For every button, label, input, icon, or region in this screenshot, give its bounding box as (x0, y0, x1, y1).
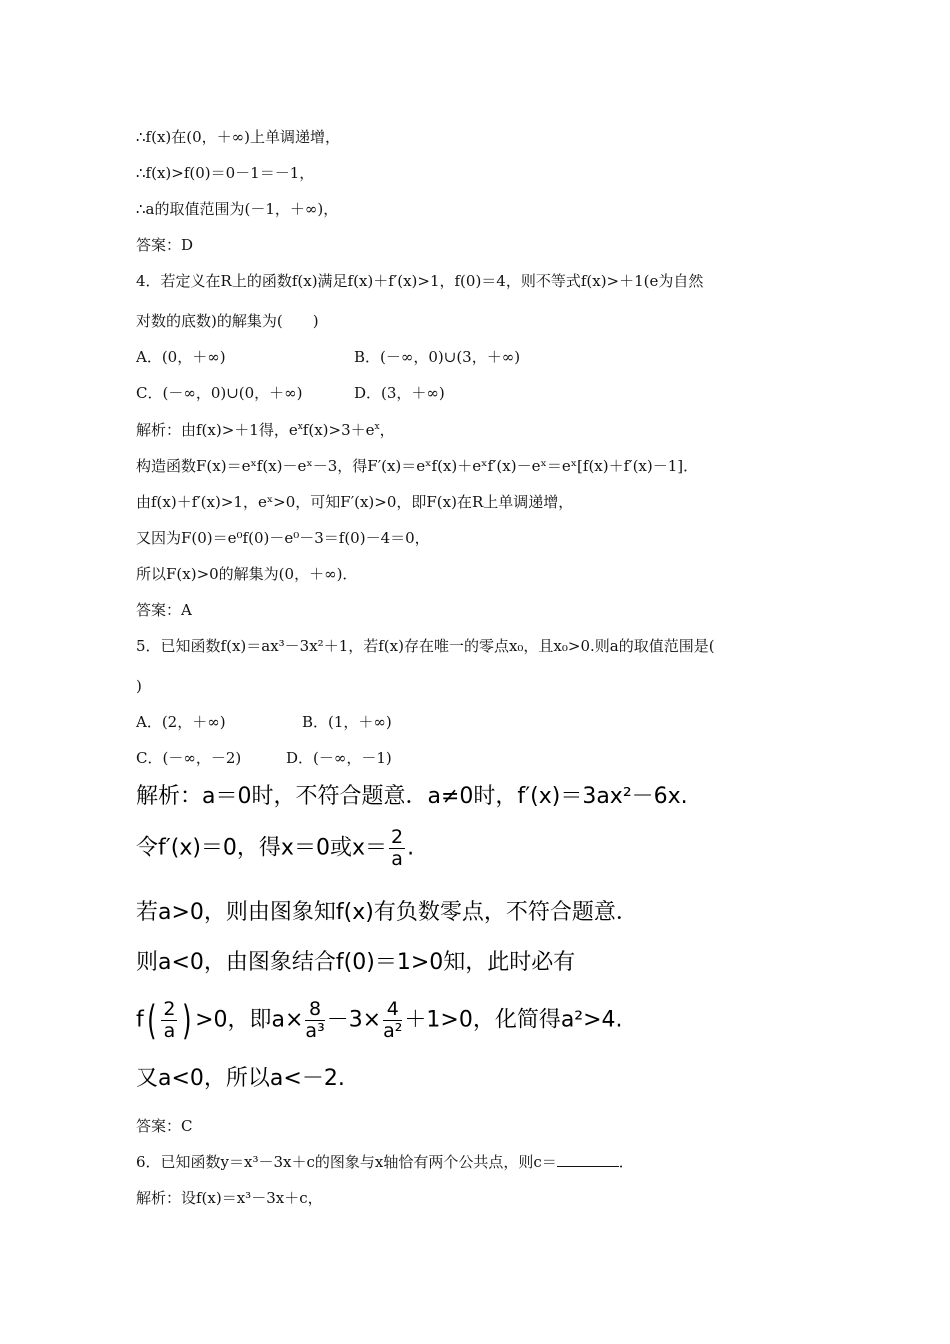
fraction: $\frac{2}{a}$ (163, 998, 176, 1042)
question-5-line-1: 5．已知函数f(x)＝ax³－3x²＋1，若f(x)存在唯一的零点x₀，且x₀>0.则a的取值范围是( (136, 637, 715, 655)
answer-blank (557, 1152, 619, 1167)
text-line: ∴f(x)在(0，＋∞)上单调递增， (136, 128, 341, 146)
text-line: ∴a的取值范围为(－1，＋∞)， (136, 200, 339, 218)
option-b: B．(1，＋∞) (302, 713, 392, 731)
question-6-line: 6．已知函数y＝x³－3x＋c的图象与x轴恰有两个公共点，则c＝ ． (136, 1153, 634, 1171)
solution-image-row: 又a<0，所以a<－2. (136, 1066, 345, 1091)
answer-line: 答案：C (136, 1117, 193, 1135)
solution-line: 解析：由f(x)>＋1得，$e^xf(x)>3+e^x$， (136, 421, 395, 439)
solution-line: 所以F(x)>0的解集为(0，＋∞)． (136, 565, 358, 583)
question-5-line-2: ) (136, 677, 142, 695)
option-d: D．(－∞，－1) (286, 749, 392, 767)
solution-image-row: 解析：a＝0时，不符合题意．a≠0时，f′(x)＝3ax²－6x. (136, 784, 688, 809)
fraction: $\frac{2}{a}$ (390, 826, 404, 870)
solution-image-row: 令f′(x)＝0，得x＝0或x＝ $\frac{2}{a}$ . (136, 826, 415, 870)
fraction: $\frac{4}{\text{a²}}$ (383, 998, 403, 1042)
option-a: A．(2，＋∞) (136, 713, 226, 731)
option-c: C．(－∞，0)∪(0，＋∞) (136, 384, 303, 402)
text-line: ∴f(x)>f(0)＝0－1＝－1， (136, 164, 315, 182)
option-b: B．(－∞，0)∪(3，＋∞) (354, 348, 521, 366)
solution-line: 解析：设f(x)＝x³－3x＋c， (136, 1189, 323, 1207)
option-a: A．(0，＋∞) (136, 348, 226, 366)
solution-line: 又因为F(0)＝e⁰f(0)－e⁰－3＝f(0)－4＝0， (136, 529, 430, 547)
solution-image-row: f( $\frac{2}{a}$ ) >0，即a× $\frac{8}{\text{a³}}$ －3× $\frac{4}{\text{a²}}$ ＋1>0，化简得a²>4. (136, 997, 623, 1044)
fraction: $\frac{8}{\text{a³}}$ (305, 998, 325, 1042)
option-d: D．(3，＋∞) (354, 384, 445, 402)
solution-line: 由f(x)＋f′(x)>1，eˣ>0，可知F′(x)>0，即F(x)在R上单调递增， (136, 493, 574, 511)
answer-line: 答案：D (136, 236, 194, 254)
solution-image-row: 则a<0，由图象结合f(0)＝1>0知，此时必有 (136, 950, 576, 975)
answer-line: 答案：A (136, 601, 192, 619)
question-4-line-1: 4．若定义在R上的函数f(x)满足f(x)＋f′(x)>1，f(0)＝4，则不等式f(x)>＋1(e为自然 (136, 272, 704, 290)
solution-image-row: 若a>0，则由图象知f(x)有负数零点，不符合题意． (136, 900, 638, 925)
solution-line: 构造函数F(x)＝eˣf(x)－eˣ－3，得F′(x)＝eˣf(x)＋eˣf′(x)－eˣ＝eˣ[f(x)＋f′(x)－1]． (136, 457, 699, 475)
question-4-line-2: 对数的底数)的解集为( ) (136, 312, 319, 330)
option-c: C．(－∞，－2) (136, 749, 242, 767)
